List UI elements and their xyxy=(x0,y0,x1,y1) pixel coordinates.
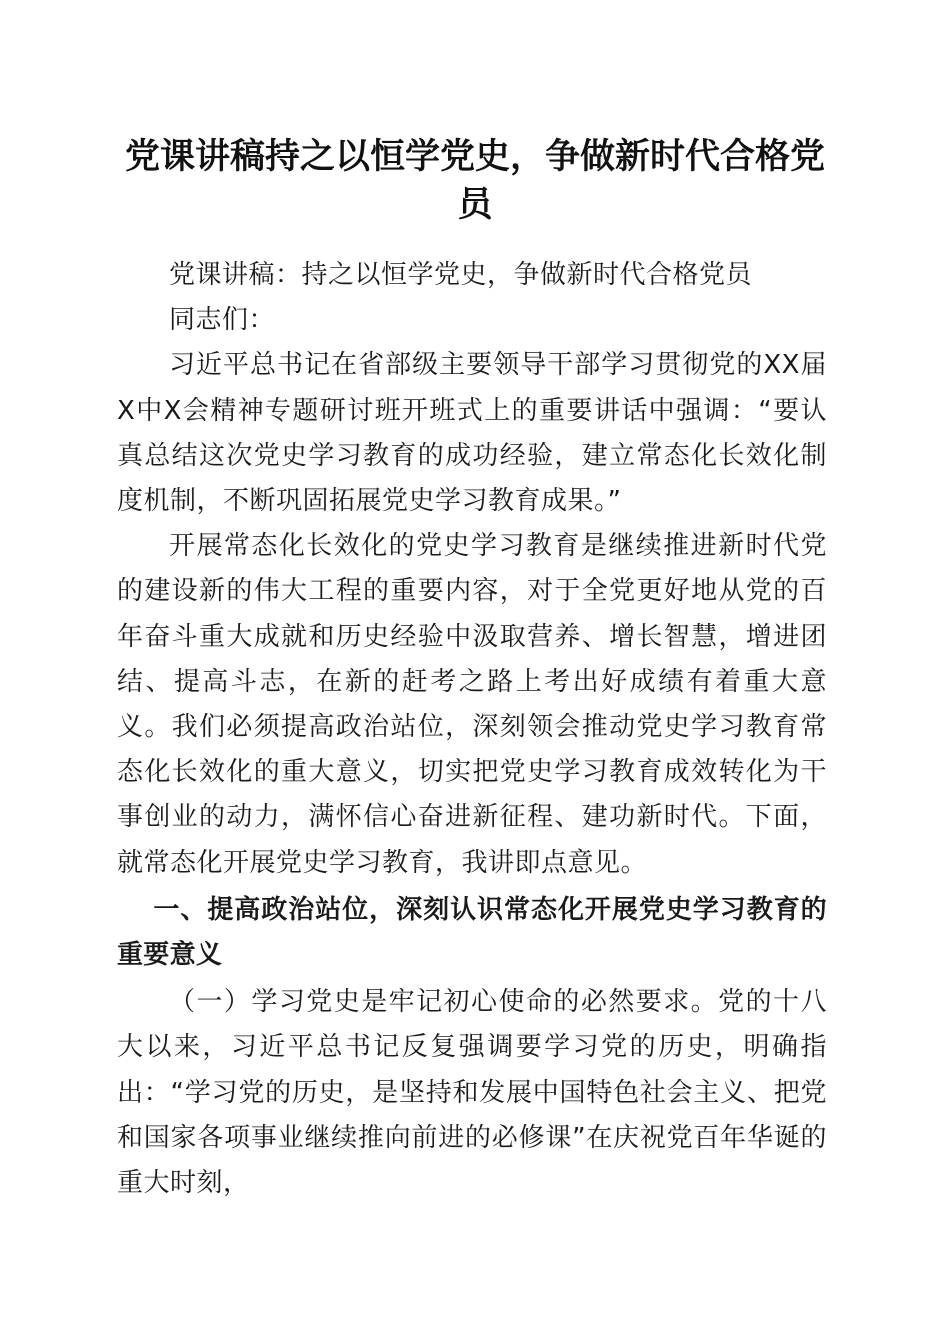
section-heading: 一、提高政治站位，深刻认识常态化开展党史学习教育的重要意义 xyxy=(117,894,827,971)
subtitle-paragraph: 党课讲稿：持之以恒学党史，争做新时代合格党员 xyxy=(169,260,753,290)
body-paragraph: 习近平总书记在省部级主要领导干部学习贯彻党的XX届X中X会精神专题研讨班开班式上的重要讲话中强调：“要认真总结这次党史学习教育的成功经验，建立常态化长效化制度机制，不断巩固拓展党史学习教育成果。” xyxy=(117,350,827,517)
document-title: 党课讲稿持之以恒学党史，争做新时代合格党员 xyxy=(124,136,825,225)
body-paragraph: （一）学习党史是牢记初心使命的必然要求。党的十八大以来，习近平总书记反复强调要学习党的历史，明确指出：“学习党的历史，是坚持和发展中国特色社会主义、把党和国家各项事业继续推向前进的必修课”在庆祝党百年华诞的重大时刻， xyxy=(117,987,827,1199)
body-paragraph: 开展常态化长效化的党史学习教育是继续推进新时代党的建设新的伟大工程的重要内容，对于全党更好地从党的百年奋斗重大成就和历史经验中汲取营养、增长智慧，增进团结、提高斗志，在新的赶考之路上考出好成绩有着重大意义。我们必须提高政治站位，深刻领会推动党史学习教育常态化长效化的重大意义，切实把党史学习教育成效转化为干事创业的动力，满怀信心奋进新征程、建功新时代。下面，就常态化开展党史学习教育，我讲即点意见。 xyxy=(117,531,827,878)
salutation-paragraph: 同志们： xyxy=(169,305,276,336)
document-body xyxy=(117,253,827,1206)
